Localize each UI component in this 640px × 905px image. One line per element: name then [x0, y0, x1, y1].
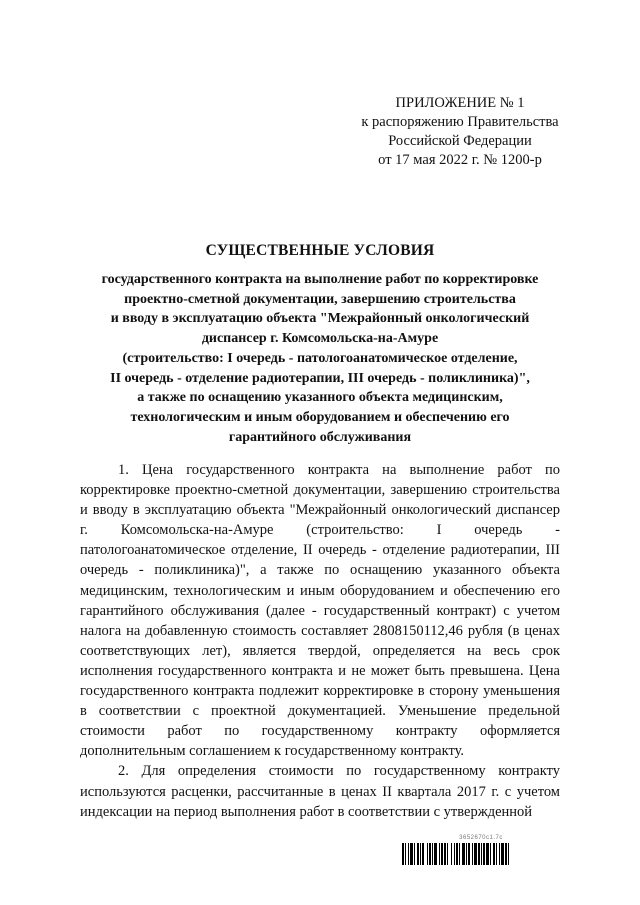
subtitle-line: а также по оснащению указанного объекта медицинским, [137, 390, 503, 406]
appendix-date-number: от 17 мая 2022 г. № 1200-р [378, 152, 542, 168]
subtitle-line: (строительство: I очередь - патологоанатомическое отделение, [122, 350, 518, 366]
document-body [80, 460, 560, 822]
appendix-number: ПРИЛОЖЕНИЕ № 1 [395, 95, 525, 111]
document-title: СУЩЕСТВЕННЫЕ УСЛОВИЯ [205, 242, 435, 259]
document-subtitle [80, 270, 560, 447]
appendix-reference: к распоряжению Правительства [361, 114, 559, 130]
barcode-image [402, 843, 560, 865]
subtitle-line: государственного контракта на выполнение работ по корректировке [101, 272, 539, 287]
subtitle-line: II очередь - отделение радиотерапии, III очередь - поликлиника)", [110, 370, 530, 386]
barcode-number: 3652670с1.7с [459, 835, 503, 841]
subtitle-line: гарантийного обслуживания [228, 429, 412, 445]
subtitle-line: и вводу в эксплуатацию объекта "Межрайонный онкологический [110, 311, 530, 327]
paragraph-2: 2. Для определения стоимости по государственному контракту используются расценки, рассчитанные в ценах II квартала 2017 г. с учетом индексации на период выполнения работ в соответствии с утвержденной [80, 763, 560, 820]
subtitle-line: диспансер г. Комсомольска-на-Амуре [201, 331, 439, 347]
appendix-government: Российской Федерации [388, 133, 532, 149]
subtitle-line: технологическим и иным оборудованием и обеспечению его [130, 409, 510, 425]
appendix-header [330, 94, 590, 170]
document-heading [80, 242, 560, 447]
paragraph-1: 1. Цена государственного контракта на выполнение работ по корректировке проектно-сметной документации, завершению строительства и вводу в эксплуатацию объекта "Межрайонный онкологический диспансер г. Комсомольска-на-Амуре (строительство: I очередь - патологоанатомическое отделение, II очередь - отделение радиотерапии, III очередь - поликлиника)", а также по оснащению указанного объекта медицинским, технологическим и иным оборудованием и обеспечению его гарантийного обслуживания (далее - государственный контракт) с учетом налога на добавленную стоимость составляет 2808150112,46 рубля (в ценах соответствующих лет), является твердой, определяется на весь срок исполнения государственного контракта и не может быть превышена. Цена государственного контракта подлежит корректировке в сторону уменьшения в соответствии с проектной документацией. Уменьшение предельной стоимости работ по государственному контракту оформляется дополнительным соглашением к государственному контракту. [80, 462, 560, 760]
subtitle-line: проектно-сметной документации, завершению строительства [124, 291, 516, 307]
barcode-block [402, 834, 560, 865]
